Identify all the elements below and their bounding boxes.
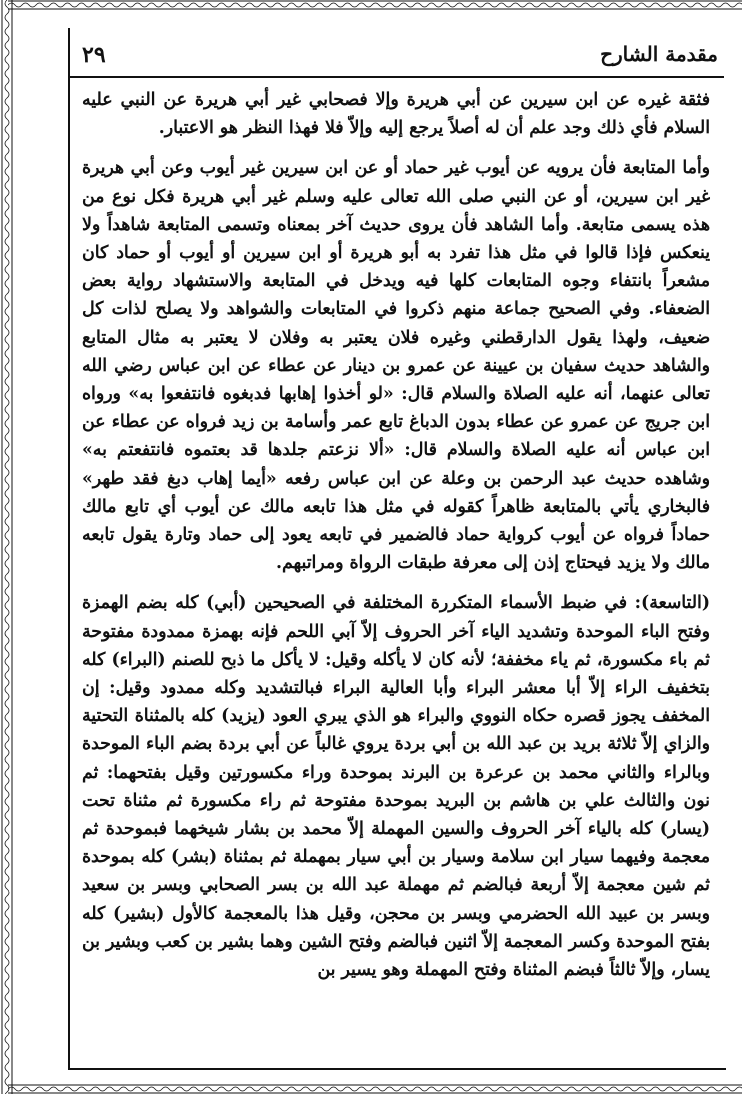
paragraph-1: فثقة غيره عن ابن سيرين عن أبي هريرة وإلا فصحابي غير أبي هريرة عن النبي عليه السلام فأي ذلك وجد علم أن له أصلاً يرجع إليه وإلاّ فلا فهذا النظر هو الاعتبار. [82, 90, 710, 139]
page-number: ٢٩ [82, 42, 106, 68]
paragraph-3: (التاسعة): في ضبط الأسماء المتكررة المختلفة في الصحيحين (أبي) كله بضم الهمزة وفتح الباء الموحدة وتشديد الياء آخر الحروف إلاّ آبي اللحم فإنه بهمزة ممدودة مفتوحة ثم باء مكسورة، ثم ياء مخففة؛ لأنه كان لا يأكله وقيل: لا يأكل ما ذبح للصنم (البراء) كله بتخفيف الراء إلاّ أبا معشر البراء وأبا العالية البراء فبالتشديد وكله ممدود وقيل: إن المخفف يجوز قصره حكاه النووي والبراء هو الذي يبري العود (يزيد) كله بالمثناة التحتية والزاي إلاّ ثلاثة بريد بن عبد الله بن أبي بردة يروي غالباً عن أبي بردة بضم الباء الموحدة وبالراء والثاني محمد بن عرعرة بن البرند بموحدة وراء مكسورتين وقيل بفتحهما: ثم نون والثالث علي بن هاشم بن البريد بموحدة مفتوحة ثم راء مكسورة ثم مثناة تحت (يسار) كله بالياء آخر الحروف والسين المهملة إلاّ محمد بن بشار شيخهما فبموحدة ثم معجمة وفيهما سيار ابن سلامة وسيار بن أبي سيار بمهملة ثم بمثناة (بشر) كله بموحدة ثم شين معجمة إلاّ أربعة فبالضم ثم مهملة عبد الله بن بسر الصحابي وبسر بن سعيد وبسر بن عبيد الله الحضرمي وبسر بن محجن، وقيل هذا بالمعجمة كالأول (بشير) كله بفتح الموحدة وكسر المعجمة إلاّ اثنين فبالضم وفتح الشين وهما بشير بن كعب وبشير بن يسار، وإلاّ ثالثاً فبضم المثناة وفتح المهملة وهو يسير بن [82, 593, 711, 981]
top-ornamental-border [8, 0, 742, 10]
page-header [68, 40, 724, 74]
running-title: مقدمة الشارح [600, 42, 718, 66]
body-text [82, 86, 710, 984]
header-rule [68, 76, 724, 78]
left-ornamental-border [0, 0, 14, 1094]
bottom-ornamental-border [8, 1084, 742, 1094]
paragraph-2: وأما المتابعة فأن يرويه عن أيوب غير حماد أو عن ابن سيرين غير أيوب وعن أبي هريرة غير ابن سيرين، أو عن النبي صلى الله تعالى عليه وسلم غير أبي هريرة فكل نوع من هذه يسمى متابعة. وأما الشاهد فأن يروى حديث آخر بمعناه وتسمى المتابعة شاهداً ولا ينعكس فإذا قالوا في مثل هذا تفرد به أبو هريرة أو ابن سيرين أو أيوب أو حماد كان مشعراً بانتفاء وجوه المتابعات كلها فيه ويدخل في المتابعة والاستشهاد رواية بعض الضعفاء. وفي الصحيح جماعة منهم ذكروا في المتابعات والشواهد ولا يصلح لذات كل ضعيف، ولهذا يقول الدارقطني وغيره فلان يعتبر به وفلان لا يعتبر به مثال المتابع والشاهد حديث سفيان بن عيينة عن عمرو بن دينار عن عطاء عن ابن عباس رضي الله تعالى عنهما، أنه عليه الصلاة والسلام قال: «لو أخذوا إهابها فدبغوه فانتفعوا به» ورواه ابن جريج عن عمرو عن عطاء بدون الدباغ تابع عمر وأسامة بن زيد فرواه عن عطاء عن ابن عباس أنه عليه الصلاة والسلام قال: «ألا نزعتم جلدها قد بعتموه فانتفعتم به» وشاهده حديث عبد الرحمن بن وعلة عن ابن عباس رفعه «أيما إهاب دبغ فقد طهر» فالبخاري يأتي بالمتابعة ظاهراً كقوله في مثل هذا تابعه مالك عن أيوب أي تابع مالك حماداً فرواه عن أيوب كرواية حماد فالضمير في تابعه يعود إلى حماد وتارة يقول تابعه مالك ولا يزيد فيحتاج إذن إلى معرفة طبقات الرواة ومراتبهم. [82, 158, 710, 574]
